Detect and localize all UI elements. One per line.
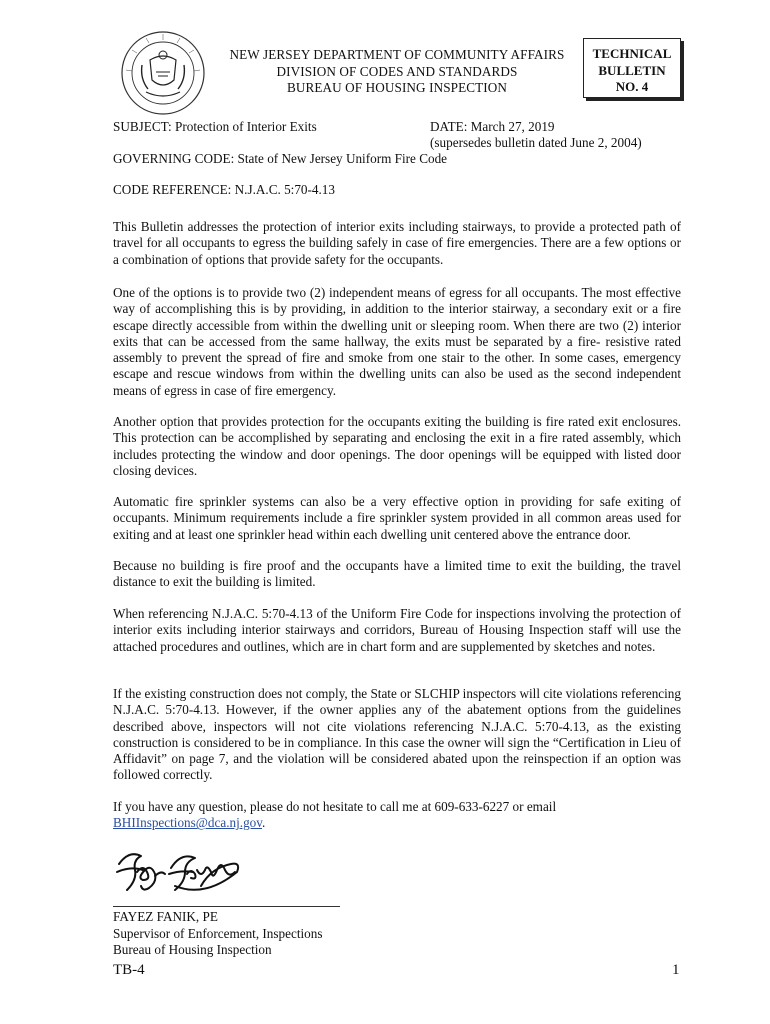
signature-line — [113, 906, 340, 907]
state-seal-logo — [120, 30, 206, 116]
signer-title: Supervisor of Enforcement, Inspections — [113, 925, 323, 941]
paragraph-sprinklers: Automatic fire sprinkler systems can also be a very effective option in providing for safe exiting of occupants. Minimum requirements include a fire sprinkler system provided in all common areas used for exiting and at least one sprinkler head within each dwelling unit centered above the entrance door. — [113, 494, 681, 542]
paragraph-referencing: When referencing N.J.A.C. 5:70-4.13 of the Uniform Fire Code for inspections involving the protection of interior exits including interior stairways and corridors, Bureau of Housing Inspection staff will use the attached procedures and outlines, which are in chart form and are supplemented by sketches and notes. — [113, 606, 681, 654]
paragraph-compliance: If the existing construction does not comply, the State or SLCHIP inspectors will cite violations referencing N.J.A.C. 5:70-4.13. However, if the owner applies any of the abatement options from the guidelines described above, inspectors will not cite violations referencing N.J.A.C. 5:70-4.13, as the existing construction is considered to be in compliance. In this case the owner will sign the “Certification in Lieu of Affidavit” on page 7, and the violation will be considered abated upon the reinspection if an option was followed correctly. — [113, 686, 681, 783]
paragraph-travel-distance: Because no building is fire proof and the occupants have a limited time to exit the building, the travel distance to exit the building is limited. — [113, 558, 681, 590]
contact-text: If you have any question, please do not hesitate to call me at 609-633-6227 or email — [113, 799, 557, 814]
paragraph-exit-enclosures: Another option that provides protection for the occupants exiting the building is fire rated exit enclosures. This protection can be accomplished by separating and enclosing the exit in a fire rated assembly, which includes protecting the window and door openings. The door openings will be equipped with listed door closing devices. — [113, 414, 681, 478]
email-link[interactable]: BHIInspections@dca.nj.gov — [113, 815, 262, 831]
date-line: DATE: March 27, 2019 — [430, 119, 555, 134]
bureau-name: BUREAU OF HOUSING INSPECTION — [286, 80, 508, 95]
code-reference: CODE REFERENCE: N.J.A.C. 5:70-4.13 — [113, 182, 335, 197]
governing-code: GOVERNING CODE: State of New Jersey Uniform Fire Code — [113, 151, 448, 166]
supersedes-note: (supersedes bulletin dated June 2, 2004) — [430, 135, 642, 150]
bulletin-box-line2: BULLETIN — [598, 62, 666, 78]
agency-header — [200, 47, 594, 97]
contact-end: . — [262, 815, 266, 831]
paragraph-contact — [113, 799, 681, 832]
department-name: NEW JERSEY DEPARTMENT OF COMMUNITY AFFAIRS — [229, 47, 565, 62]
signature-block — [113, 909, 322, 959]
bulletin-box-line3: NO. 4 — [615, 79, 649, 94]
subject-line: SUBJECT: Protection of Interior Exits — [113, 119, 317, 134]
signer-bureau: Bureau of Housing Inspection — [113, 942, 272, 957]
document-id: TB-4 — [113, 962, 145, 978]
division-name: DIVISION OF CODES AND STANDARDS — [276, 63, 518, 79]
page-number: 1 — [672, 962, 680, 978]
paragraph-intro: This Bulletin addresses the protection of interior exits including stairways, to provide a protected path of travel for all occupants to egress the building safely in case of fire emergencies. There are a few options or a combination of options that provide safety for the occupants. — [113, 219, 681, 267]
bulletin-box-line1: TECHNICAL — [592, 46, 672, 61]
technical-bulletin-box — [583, 38, 681, 98]
handwritten-signature — [113, 842, 243, 902]
paragraph-two-means-of-egress: One of the options is to provide two (2) independent means of egress for all occupants. The most effective way of accomplishing this is by providing, in addition to the interior stairway, a secondary exit or a fire escape directly accessible from within the dwelling unit or sleeping room. When there are two (2) interior exits that can be accessed from the same hallway, the exits must be separated by a fire- resistive rated assembly to prevent the spread of fire and smoke from one stair to the other. In some cases, emergency escape and rescue windows from within the dwelling units can also be used as the second independent means of egress in case of fire emergency. — [113, 285, 681, 398]
signer-name: FAYEZ FANIK, PE — [113, 909, 218, 924]
